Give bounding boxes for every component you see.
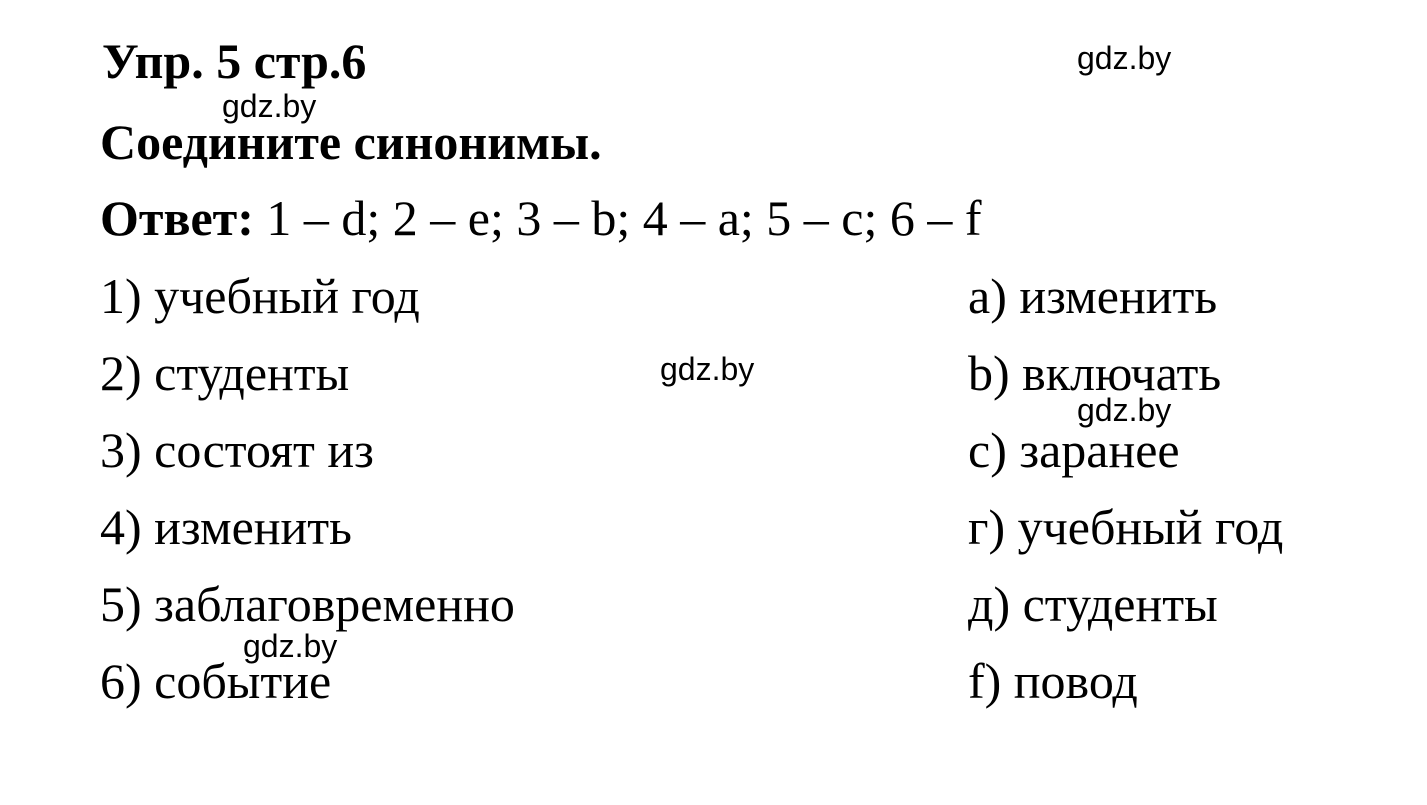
right-item-f: f) повод xyxy=(968,653,1138,709)
exercise-title: Упр. 5 стр.6 xyxy=(102,33,367,89)
task-instruction: Соедините синонимы. xyxy=(100,114,602,170)
watermark: gdz.by xyxy=(1077,392,1172,428)
right-item-c: c) заранее xyxy=(968,422,1180,478)
left-item-3: 3) состоят из xyxy=(100,422,374,478)
answer-line xyxy=(100,190,982,246)
watermark: gdz.by xyxy=(243,628,338,664)
right-item-b: b) включать xyxy=(968,345,1222,401)
right-item-d: д) студенты xyxy=(968,576,1218,632)
watermark: gdz.by xyxy=(660,351,755,387)
left-item-6: 6) событие xyxy=(100,653,332,709)
right-item-g: г) учебный год xyxy=(968,499,1284,555)
answer-text: 1 – d; 2 – e; 3 – b; 4 – a; 5 – c; 6 – f xyxy=(266,190,982,246)
answer-label: Ответ: xyxy=(100,190,254,246)
left-item-2: 2) студенты xyxy=(100,345,350,401)
watermark: gdz.by xyxy=(222,88,317,124)
watermark: gdz.by xyxy=(1077,40,1172,76)
left-item-5: 5) заблаговременно xyxy=(100,576,515,632)
right-item-a: a) изменить xyxy=(968,268,1218,324)
left-item-4: 4) изменить xyxy=(100,499,352,555)
right-column xyxy=(968,268,1284,733)
left-item-1: 1) учебный год xyxy=(100,268,420,324)
